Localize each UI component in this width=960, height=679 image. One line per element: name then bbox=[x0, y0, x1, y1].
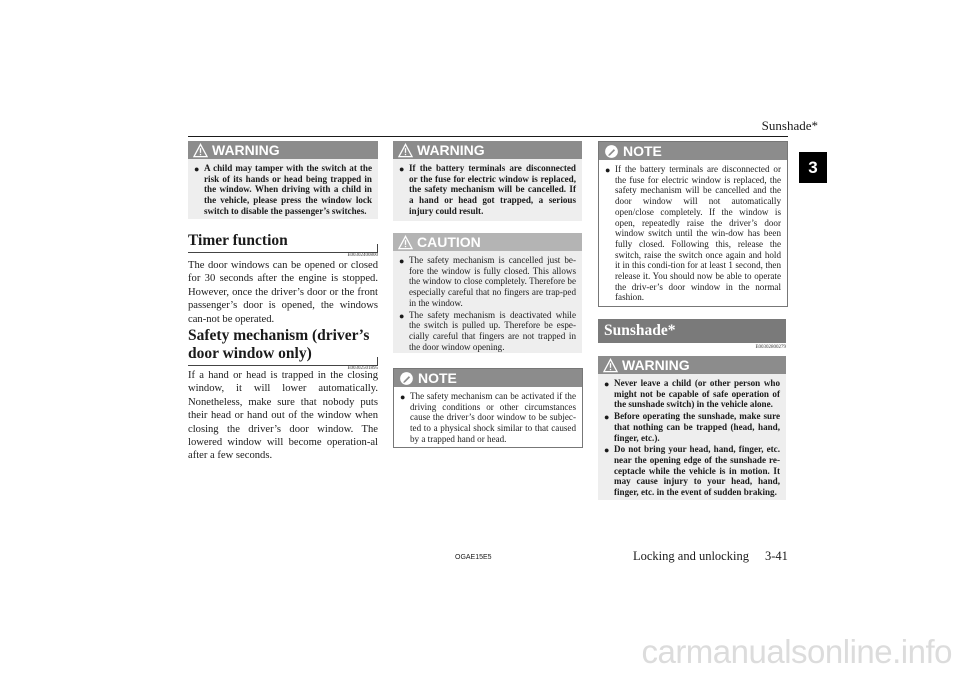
section-title-safety: Safety mechanism (driver’s door window only) bbox=[188, 327, 370, 362]
caution-item: ● The safety mechanism is cancelled just be-fore the window is fully closed. This allows the window to close completely. Therefore be especially careful that no fingers are trap-ped in the window. bbox=[399, 255, 576, 308]
warning-header bbox=[393, 141, 582, 159]
section-title-sunshade: Sunshade* bbox=[598, 319, 786, 343]
warning-triangle-icon bbox=[193, 143, 208, 158]
warning-label: WARNING bbox=[417, 142, 485, 158]
caution-label: CAUTION bbox=[417, 234, 481, 250]
warning-label: WARNING bbox=[622, 357, 690, 373]
section-title-timer: Timer function bbox=[188, 232, 288, 249]
warning-item: ● A child may tamper with the switch at the risk of its hands or head being trapped in the window. When driving with a child in the vehicle, please press the window lock switch to disable the passenger’s switches. bbox=[194, 163, 372, 216]
bullet-icon: ● bbox=[194, 164, 200, 174]
section-code: E00302800279 bbox=[755, 345, 786, 350]
note-header bbox=[394, 369, 582, 387]
safety-body: If a hand or head is trapped in the closing window, it will lower automatically. Nonetheless, make sure that nobody puts their head or hand out of the window when closing the driver’s door window. The lowered window will become operation-al after a few seconds. bbox=[188, 370, 378, 462]
bullet-icon: ● bbox=[399, 164, 405, 174]
note-label: NOTE bbox=[623, 143, 662, 159]
note-label: NOTE bbox=[418, 370, 457, 386]
caution-header bbox=[393, 233, 582, 251]
warning-item: ● If the battery terminals are disconnected or the fuse for electric window is replaced, the safety mechanism will be cancelled. If a hand or head got trapped, a serious injury could result. bbox=[399, 163, 576, 216]
note-pencil-icon bbox=[604, 144, 619, 159]
warning-box-sunshade bbox=[598, 356, 786, 500]
note-box-shock bbox=[393, 368, 583, 448]
bullet-icon: ● bbox=[604, 412, 610, 423]
warning-triangle-icon bbox=[398, 235, 413, 250]
running-title: Sunshade* bbox=[761, 118, 818, 133]
footer-page-number: 3-41 bbox=[765, 549, 788, 563]
header-rule bbox=[188, 136, 788, 137]
watermark: carmanualsonline.info bbox=[641, 633, 952, 670]
warning-triangle-icon bbox=[603, 358, 618, 373]
warning-item: ● Do not bring your head, hand, finger, etc. near the opening edge of the sunshade re-ceptacle while the vehicle is in motion. It may cause injury to your head, hand, finger, etc. in the event of sudden braking. bbox=[604, 444, 780, 498]
bullet-icon: ● bbox=[399, 256, 405, 266]
footer-doc-code: OGAE15E5 bbox=[455, 554, 492, 561]
bullet-icon: ● bbox=[399, 310, 405, 321]
warning-box-battery bbox=[393, 141, 582, 221]
chapter-tab: 3 bbox=[799, 152, 827, 183]
note-item: ● The safety mechanism can be activated if the driving conditions or other circumstances cause the driver’s door window to be subjec-ted to a physical shock similar to that caused by a trapped hand or head. bbox=[400, 391, 576, 444]
bullet-icon: ● bbox=[604, 445, 610, 456]
footer-section: Locking and unlocking bbox=[633, 549, 749, 563]
section-code: E00302501895 bbox=[347, 366, 378, 371]
warning-header bbox=[598, 356, 786, 374]
warning-triangle-icon bbox=[398, 143, 413, 158]
timer-section-heading bbox=[188, 232, 378, 258]
section-code: E00302400800 bbox=[347, 253, 378, 258]
warning-header bbox=[188, 141, 378, 159]
warning-item: ● Never leave a child (or other person who might not be capable of safe operation of the sunshade switch) in the vehicle alone. bbox=[604, 378, 780, 410]
bullet-icon: ● bbox=[604, 379, 610, 389]
caution-item: ● The safety mechanism is deactivated while the switch is pulled up. Therefore be espe-cially careful that fingers are not trapped in the door window opening. bbox=[399, 309, 576, 352]
bullet-icon: ● bbox=[605, 165, 611, 175]
note-box-battery bbox=[598, 141, 788, 307]
note-item: ● If the battery terminals are disconnected or the fuse for electric window is replaced, the safety mechanism will be cancelled and the door window will not automatically open/close completely. If the window is open, repeatedly raise the driver’s door window switch until the win-dow has been fully closed. Following this, release the switch, raise the switch once again and hold it in this condi-tion for at least 1 second, then release it. You should now be able to operate the driv-er’s door window in the normal fashion. bbox=[605, 164, 781, 303]
caution-box bbox=[393, 233, 582, 353]
timer-body: The door windows can be opened or closed for 30 seconds after the engine is stopped. However, once the driver’s door or the front passenger’s door is opened, the windows can-not be operated. bbox=[188, 260, 378, 325]
bullet-icon: ● bbox=[400, 392, 406, 402]
note-header bbox=[599, 142, 787, 160]
warning-item: ● Before operating the sunshade, make sure that nothing can be trapped (head, hand, finger, etc.). bbox=[604, 411, 780, 443]
safety-section-heading bbox=[188, 327, 378, 371]
warning-box-child bbox=[188, 141, 378, 219]
note-pencil-icon bbox=[399, 371, 414, 386]
warning-label: WARNING bbox=[212, 142, 280, 158]
